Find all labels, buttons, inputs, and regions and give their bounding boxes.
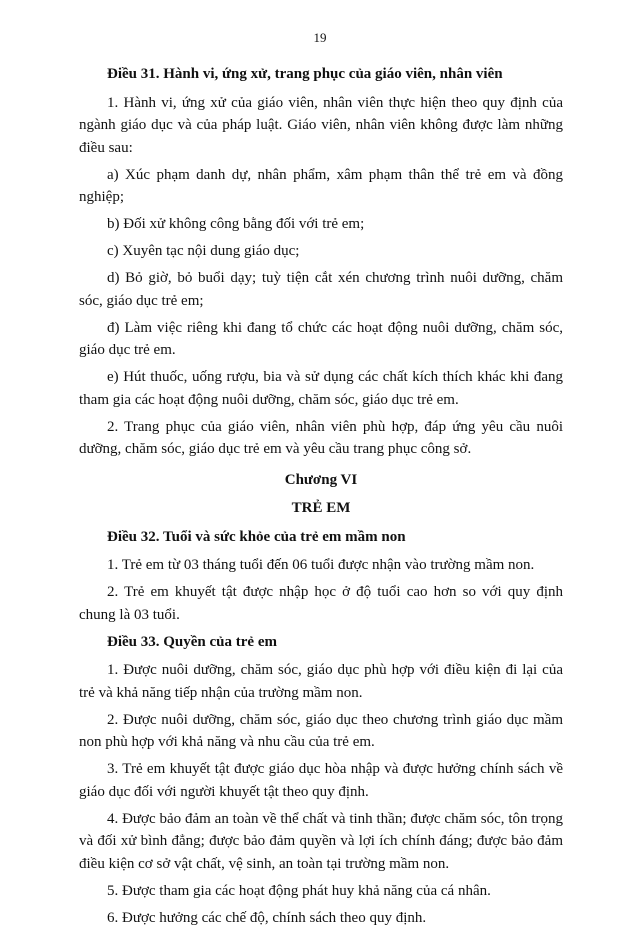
article-31-item-b: b) Đối xử không công bằng đối với trẻ em; xyxy=(107,216,365,232)
article-33-clause-4: 4. Được bảo đảm an toàn về thể chất và tinh thần; được chăm sóc, tôn trọng và đối xử bình đẳng; được bảo đảm quyền và lợi ích chính đáng; được bảo đảm điều kiện cơ sở vật chất, vệ sinh, an toàn tại trường mầm non. xyxy=(79,810,563,872)
article-33-clause-5: 5. Được tham gia các hoạt động phát huy khả năng của cá nhân. xyxy=(107,882,491,899)
article-31-clause-2: 2. Trang phục của giáo viên, nhân viên phù hợp, đáp ứng yêu cầu nuôi dưỡng, chăm sóc, giáo dục trẻ em và yêu cầu trang phục công sở. xyxy=(79,418,563,457)
article-32-clause-2: 2. Trẻ em khuyết tật được nhập học ở độ tuổi cao hơn so với quy định chung là 03 tuổi. xyxy=(79,584,563,623)
chapter-label: Chương VI xyxy=(284,471,358,488)
chapter-title: TRẺ EM xyxy=(291,500,351,516)
article-31-clause-1: 1. Hành vi, ứng xử của giáo viên, nhân viên thực hiện theo quy định của ngành giáo dục và của pháp luật. Giáo viên, nhân viên không được làm những điều sau: xyxy=(79,94,563,156)
article-33 xyxy=(79,631,563,930)
article-33-clause-3: 3. Trẻ em khuyết tật được giáo dục hòa nhập và được hưởng chính sách về giáo dục đối với người khuyết tật theo quy định. xyxy=(79,761,563,800)
article-33-clause-6: 6. Được hưởng các chế độ, chính sách theo quy định. xyxy=(107,909,427,926)
article-31-item-d: d) Bỏ giờ, bỏ buổi dạy; tuỳ tiện cắt xén chương trình nuôi dưỡng, chăm sóc, giáo dục trẻ em; xyxy=(79,270,563,309)
article-32 xyxy=(79,526,563,627)
article-31-item-a: a) Xúc phạm danh dự, nhân phẩm, xâm phạm thân thể trẻ em và đồng nghiệp; xyxy=(79,166,563,205)
article-31-item-e: e) Hút thuốc, uống rượu, bia và sử dụng các chất kích thích khác khi đang tham gia các hoạt động nuôi dưỡng, chăm sóc, giáo dục trẻ em. xyxy=(79,369,563,408)
page-number: 19 xyxy=(313,30,327,45)
article-33-heading: Điều 33. Quyền của trẻ em xyxy=(107,633,277,650)
article-31 xyxy=(79,63,563,461)
article-31-heading: Điều 31. Hành vi, ứng xử, trang phục của giáo viên, nhân viên xyxy=(107,66,503,82)
article-32-heading: Điều 32. Tuổi và sức khỏe của trẻ em mầm non xyxy=(107,528,406,545)
article-31-item-dd: đ) Làm việc riêng khi đang tổ chức các hoạt động nuôi dưỡng, chăm sóc, giáo dục trẻ em. xyxy=(79,319,563,358)
article-33-clause-2: 2. Được nuôi dưỡng, chăm sóc, giáo dục theo chương trình giáo dục mầm non phù hợp với khả năng và nhu cầu của trẻ em. xyxy=(79,711,563,750)
article-33-clause-1: 1. Được nuôi dưỡng, chăm sóc, giáo dục phù hợp với điều kiện đi lại của trẻ và khả năng tiếp nhận của trường mầm non. xyxy=(79,662,563,701)
page-content xyxy=(79,63,563,934)
article-32-clause-1: 1. Trẻ em từ 03 tháng tuổi đến 06 tuổi được nhận vào trường mầm non. xyxy=(107,557,535,573)
article-31-item-c: c) Xuyên tạc nội dung giáo dục; xyxy=(107,243,300,259)
